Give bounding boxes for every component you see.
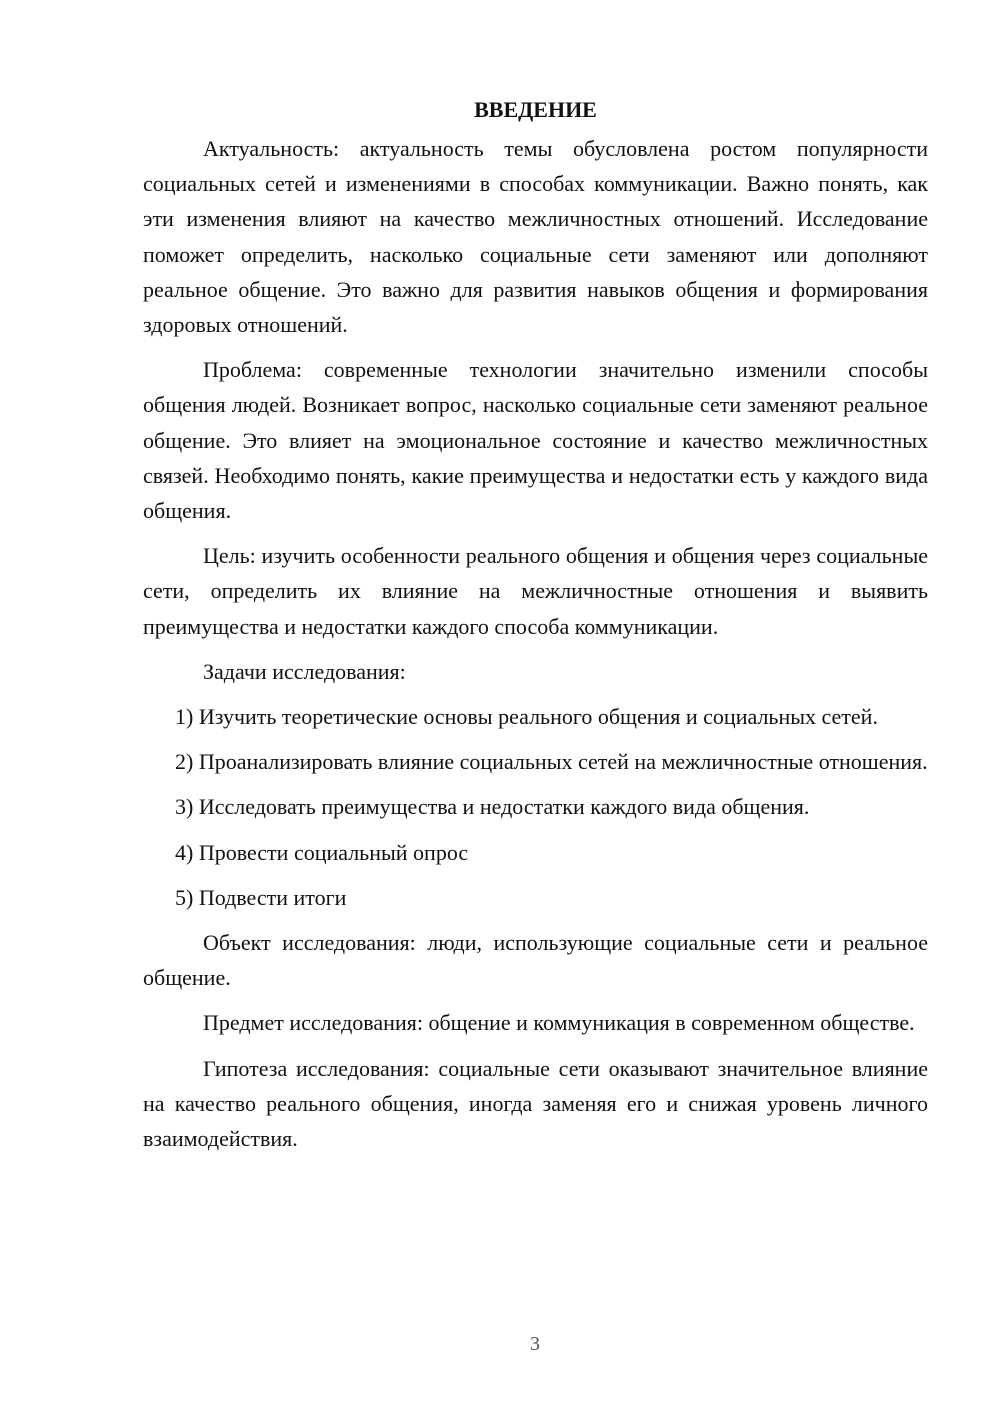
section-heading: ВВЕДЕНИЕ xyxy=(474,97,597,122)
paragraph-hypothesis: Гипотеза исследования: социальные сети оказывают значительное влияние на качество реального общения, иногда заменяя его и снижая уровень личного взаимодействия. xyxy=(143,1055,928,1152)
paragraph-object: Объект исследования: люди, использующие социальные сети и реальное общение. xyxy=(143,930,928,991)
page-number: 3 xyxy=(530,1333,540,1355)
task-item: 2) Проанализировать влияние социальных сетей на межличностные отношения. xyxy=(175,749,928,775)
paragraph-problem: Проблема: современные технологии значительно изменили способы общения людей. Возникает вопрос, насколько социальные сети заменяют реальное общение. Это влияет на эмоциональное состояние и качество межличностных связей. Необходимо понять, какие преимущества и недостатки есть у каждого вида общения. xyxy=(143,357,928,524)
task-item: 4) Провести социальный опрос xyxy=(175,839,469,865)
tasks-list xyxy=(143,699,928,915)
task-item: 5) Подвести итоги xyxy=(175,884,347,910)
paragraph-relevance: Актуальность: актуальность темы обусловлена ростом популярности социальных сетей и изменениями в способах коммуникации. Важно понять, как эти изменения влияют на качество межличностных отношений. Исследование поможет определить, насколько социальные сети заменяют или дополняют реальное общение. Это важно для развития навыков общения и формирования здоровых отношений. xyxy=(143,136,928,338)
tasks-title: Задачи исследования: xyxy=(203,658,406,684)
document-page xyxy=(143,92,928,1156)
task-item: 3) Исследовать преимущества и недостатки каждого вида общения. xyxy=(175,794,810,820)
paragraph-subject: Предмет исследования: общение и коммуникация в современном обществе. xyxy=(203,1010,915,1036)
paragraph-goal: Цель: изучить особенности реального общения и общения через социальные сети, определить их влияние на межличностные отношения и выявить преимущества и недостатки каждого способа коммуникации. xyxy=(143,543,928,639)
task-item: 1) Изучить теоретические основы реального общения и социальных сетей. xyxy=(175,704,878,730)
